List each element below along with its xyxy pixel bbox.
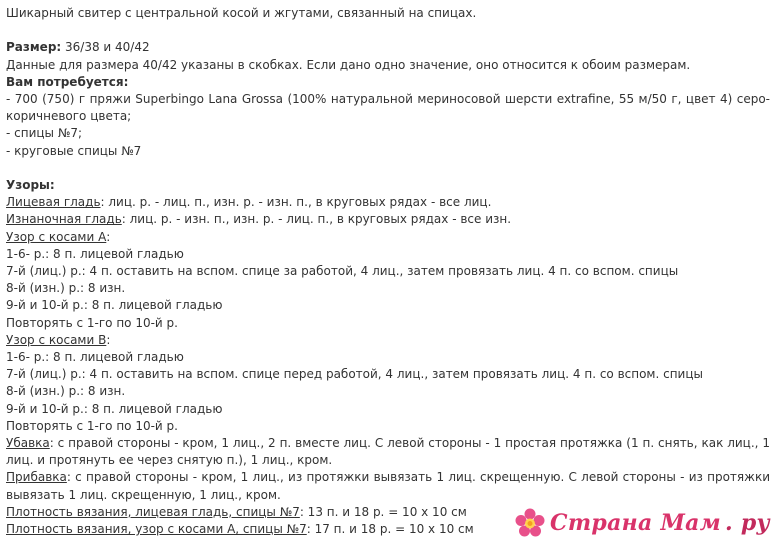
flower-logo-icon: [514, 507, 546, 539]
patterns-heading: Узоры:: [6, 178, 55, 192]
page-title: Шикарный свитер с центральной косой и жгутами, связанный на спицах.: [6, 6, 477, 20]
cable-b-colon: :: [106, 332, 111, 347]
cable-a-row: 9-й и 10-й р.: 8 п. лицевой гладью: [6, 298, 223, 313]
gauge-stockinette-text: : 13 п. и 18 р. = 10 х 10 см: [299, 504, 467, 519]
cable-a-colon: :: [106, 229, 111, 244]
stockinette-label: Лицевая гладь: [6, 195, 101, 210]
cable-b-row: 9-й и 10-й р.: 8 п. лицевой гладью: [6, 401, 223, 416]
cable-b-row: 8-й (изн.) р.: 8 изн.: [6, 384, 126, 399]
watermark-tld: . ру: [724, 510, 770, 536]
increase-label: Прибавка: [6, 470, 67, 485]
reverse-stockinette-line: [6, 211, 770, 228]
decrease-text: : с правой стороны - кром, 1 лиц., 2 п. вместе лиц. С левой стороны - 1 простая протяжка (1 п. снять, как лиц., 1 лиц. и протянуть ее через снятую п.), 1 лиц., кром.: [6, 436, 770, 468]
cable-a-row: 8-й (изн.) р.: 8 изн.: [6, 281, 126, 296]
decrease-label: Убавка: [6, 436, 50, 451]
cable-a-row: 1-6- р.: 8 п. лицевой гладью: [6, 246, 184, 261]
materials-item-yarn: - 700 (750) г пряжи Superbingo Lana Grossa (100% натуральной мериносовой шерсти extrafine, 55 м/50 г, цвет 4) серо-коричневого цвета;: [6, 92, 770, 124]
size-note: Данные для размера 40/42 указаны в скобках. Если дано одно значение, оно относится к обоим размерам.: [6, 57, 691, 72]
gauge-stockinette-label: Плотность вязания, лицевая гладь, спицы №7: [6, 504, 300, 519]
spacer: [6, 160, 770, 177]
cable-b-label: Узор с косами В: [6, 332, 107, 347]
materials-item-circular-needles: - круговые спицы №7: [6, 143, 142, 158]
cable-b-row: 1-6- р.: 8 п. лицевой гладью: [6, 350, 184, 365]
stockinette-line: [6, 194, 770, 211]
reverse-stockinette-label: Изнаночная гладь: [6, 212, 122, 227]
materials-item-needles: - спицы №7;: [6, 126, 83, 141]
watermark-text: Страна Мам: [550, 510, 721, 536]
reverse-stockinette-text: : лиц. р. - изн. п., изн. р. - лиц. п., в круговых рядах - все изн.: [121, 212, 512, 227]
gauge-cable-text: : 17 п. и 18 р. = 10 х 10 см: [306, 522, 474, 537]
cable-a-repeat: Повторять с 1-го по 10-й р.: [6, 315, 178, 330]
spacer: [6, 22, 770, 39]
cable-a-heading: [6, 229, 770, 246]
cable-b-row: 7-й (лиц.) р.: 4 п. оставить на вспом. спице перед работой, 4 лиц., затем провязать лиц. 4 п. со вспом. спицы: [6, 367, 704, 382]
watermark: [514, 507, 770, 539]
size-value: 36/38 и 40/42: [61, 40, 150, 55]
cable-b-repeat: Повторять с 1-го по 10-й р.: [6, 418, 178, 433]
increase-text: : с правой стороны - кром, 1 лиц., из протяжки вывязать 1 лиц. скрещенную. С левой стороны - из протяжки вывязать 1 лиц. скрещенную, 1 лиц., кром.: [6, 470, 770, 502]
cable-a-label: Узор с косами А: [6, 229, 107, 244]
gauge-cable-label: Плотность вязания, узор с косами А, спицы №7: [6, 522, 307, 537]
size-label: Размер:: [6, 40, 62, 55]
size-line: [6, 39, 770, 56]
increase-paragraph: [6, 469, 770, 503]
stockinette-text: : лиц. р. - лиц. п., изн. р. - изн. п., в круговых рядах - все лиц.: [100, 195, 492, 210]
document: [6, 5, 770, 538]
cable-a-row: 7-й (лиц.) р.: 4 п. оставить на вспом. спице за работой, 4 лиц., затем провязать лиц. 4 п. со вспом. спицы: [6, 264, 679, 279]
cable-b-heading: [6, 332, 770, 349]
decrease-paragraph: [6, 435, 770, 469]
materials-heading: Вам потребуется:: [6, 74, 129, 89]
